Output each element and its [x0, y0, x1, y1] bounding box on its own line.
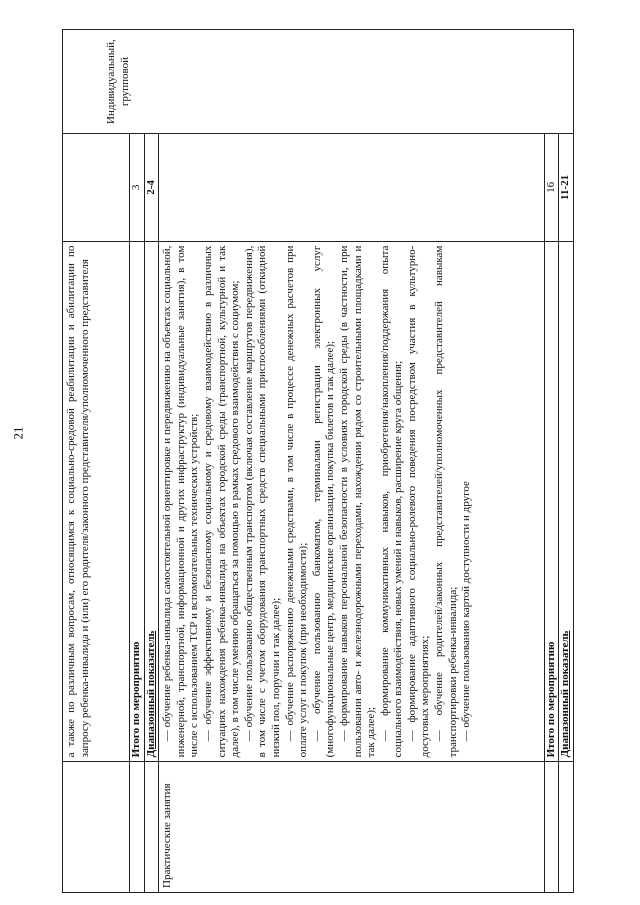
empty-cell: [159, 134, 545, 241]
range-value-2: 11-21: [559, 134, 574, 241]
range-label-1: Диапазонный показатель: [144, 241, 159, 762]
itogo-label-1: Итого по мероприятию: [130, 241, 145, 762]
table-row: [544, 30, 559, 893]
empty-cell: [144, 762, 159, 893]
program-table: [62, 29, 574, 893]
itogo-label-2: Итого по мероприятию: [544, 241, 559, 762]
table-row: [130, 30, 145, 893]
table-row: [559, 30, 574, 893]
list-item: — обучение пользованию картой доступности и другое: [460, 481, 473, 742]
empty-cell: [63, 762, 130, 893]
list-item: — обучение родителей/законных представителей/уполномоченных представителей навыкам транспортировки ребенка-инвалида;: [433, 245, 459, 758]
range-label-2: Диапазонный показатель: [559, 241, 574, 762]
empty-cell: [130, 762, 145, 893]
table-row: [159, 30, 545, 893]
itogo-value-1: 3: [130, 134, 145, 241]
table-row: [144, 30, 159, 893]
format-cell: [63, 30, 574, 134]
list-item: — обучение распоряжению денежными средствами, в том числе в процессе денежных расчетов при оплате услуг и покупок (при необходимости);: [283, 245, 310, 758]
list-item: — обучение пользованию общественным транспортом (включая составление маршрутов передвижения), в том числе с учетом оборудования транспортных средств специальными приспособлениями (откидной низкий пол, поручни и так далее);: [242, 245, 282, 758]
list-item: — формирование коммуникативных навыков, приобретения/накопления/поддержания опыта социального взаимодействия, новых умений и навыков, расширение круга общения;: [378, 245, 405, 758]
items-cell: [159, 241, 545, 762]
page-number: 21: [10, 426, 26, 440]
list-item: — обучение ребенка-инвалида самостоятельной ориентировке и передвижению на объектах социальной, инженерной, транспортной, информационной и других инфраструктур (индивидуальные занятия), в том числе с использованием ТСР и вспомогательных технических устройств;: [161, 245, 201, 758]
itogo-value-2: 16: [544, 134, 559, 241]
list-item: — обучение эффективному и безопасному социальному и средовому взаимодействию в различных ситуациях нахождения ребенка-инвалида на объектах городской среды (транспортной, культурной и так далее), в том числе умению обращаться за помощью в рамках средового взаимодействия с социумом;: [201, 245, 242, 758]
empty-cell: [544, 762, 559, 893]
intro-text: а также по различным вопросам, относящимся к социально-средовой реабилитации и абилитации по запросу ребенка-инвалида и (или) его родителя/законного представителя/уполномоченного представителя: [63, 241, 130, 762]
rotated-page: [62, 29, 574, 893]
empty-cell: [559, 762, 574, 893]
list-item: — обучение пользованию банкоматом, терминалами регистрации электронных услуг (многофункциональные центр, медицинские организации, покупка билетов и так далее);: [310, 245, 337, 758]
format-text: Индивидуальный, групповой: [105, 39, 131, 124]
section-title: Практические занятия: [159, 762, 545, 893]
list-item: — формирование адаптивного социально-ролевого поведения посредством участия в культурно-досуговых мероприятиях;: [405, 245, 432, 758]
table-row: [63, 30, 130, 893]
empty-cell: [63, 134, 130, 241]
list-item: — формирование навыков персональной безопасности в условиях городской среды (в частности, при пользовании авто- и железнодорожными переходами, нахождении рядом со строительными площадками и так далее);: [337, 245, 378, 758]
range-value-1: 2-4: [144, 134, 159, 241]
